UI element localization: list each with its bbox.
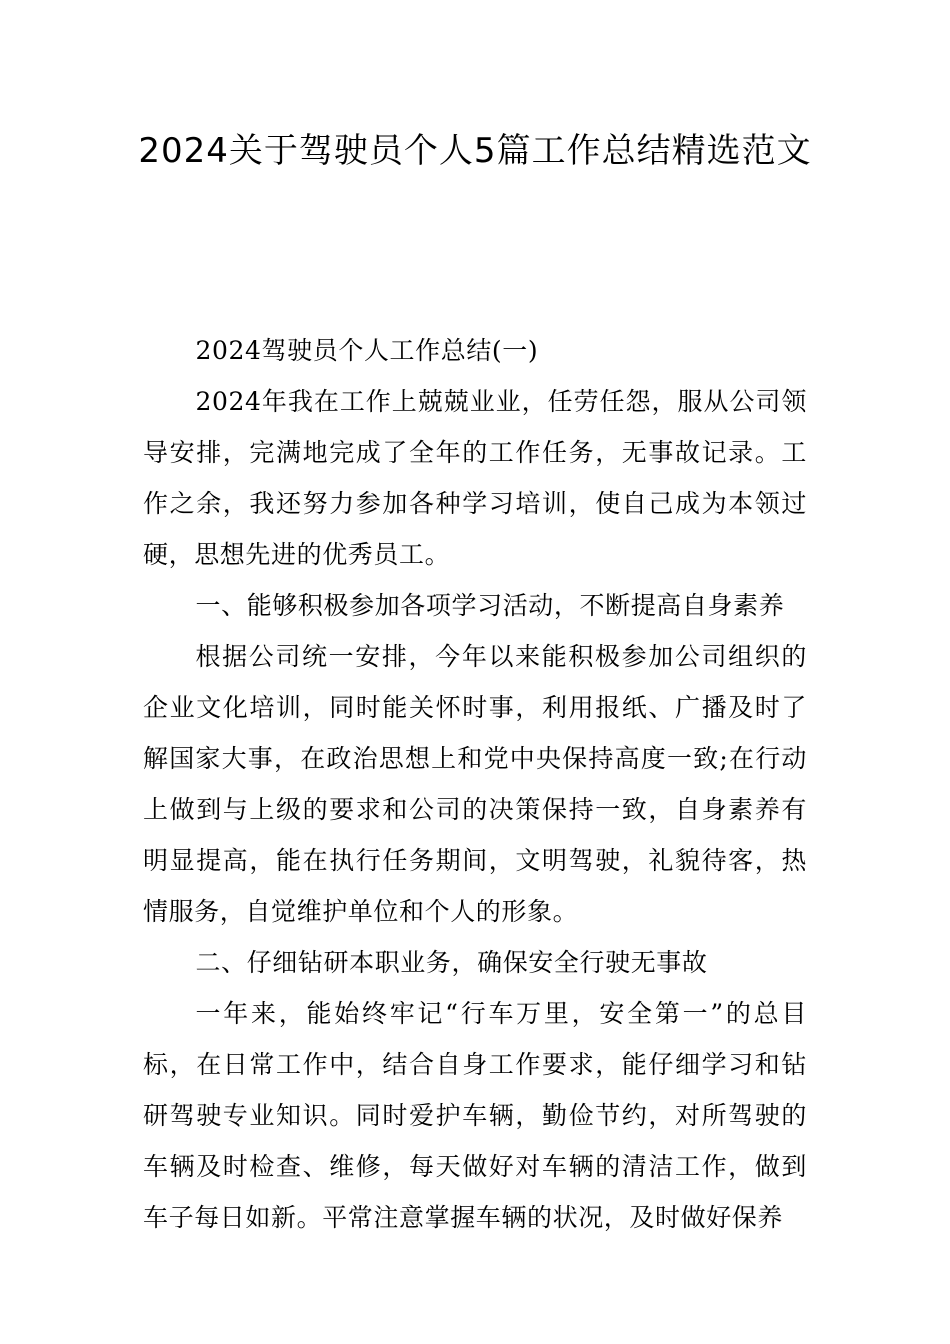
document-title: 2024关于驾驶员个人5篇工作总结精选范文 [138,131,812,171]
section-heading: 一、能够积极参加各项学习活动，不断提高自身素养 [195,591,785,620]
body-paragraph: 一年来，能始终牢记“行车万里，安全第一”的总目标，在日常工作中，结合自身工作要求，能仔细学习和钻研驾驶专业知识。同时爱护车辆，勤俭节约，对所驾驶的车辆及时检查、维修，每天做好对车辆的清洁工作，做到车子每日如新。平常注意掌握车辆的状况，及时做好保养 [143,999,807,1232]
body-paragraph: 根据公司统一安排，今年以来能积极参加公司组织的企业文化培训，同时能关怀时事，利用报纸、广播及时了解国家大事，在政治思想上和党中央保持高度一致;在行动上做到与上级的要求和公司的决策保持一致，自身素养有明显提高，能在执行任务期间，文明驾驶，礼貌待客，热情服务，自觉维护单位和个人的形象。 [143,642,807,926]
section-heading: 二、仔细钻研本职业务，确保安全行驶无事故 [195,948,708,977]
document-body [143,325,807,1243]
body-paragraph: 2024年我在工作上兢兢业业，任劳任怨，服从公司领导安排，完满地完成了全年的工作任务，无事故记录。工作之余，我还努力参加各种学习培训，使自己成为本领过硬，思想先进的优秀员工。 [143,387,807,569]
section-heading: 2024驾驶员个人工作总结(一) [195,336,539,365]
